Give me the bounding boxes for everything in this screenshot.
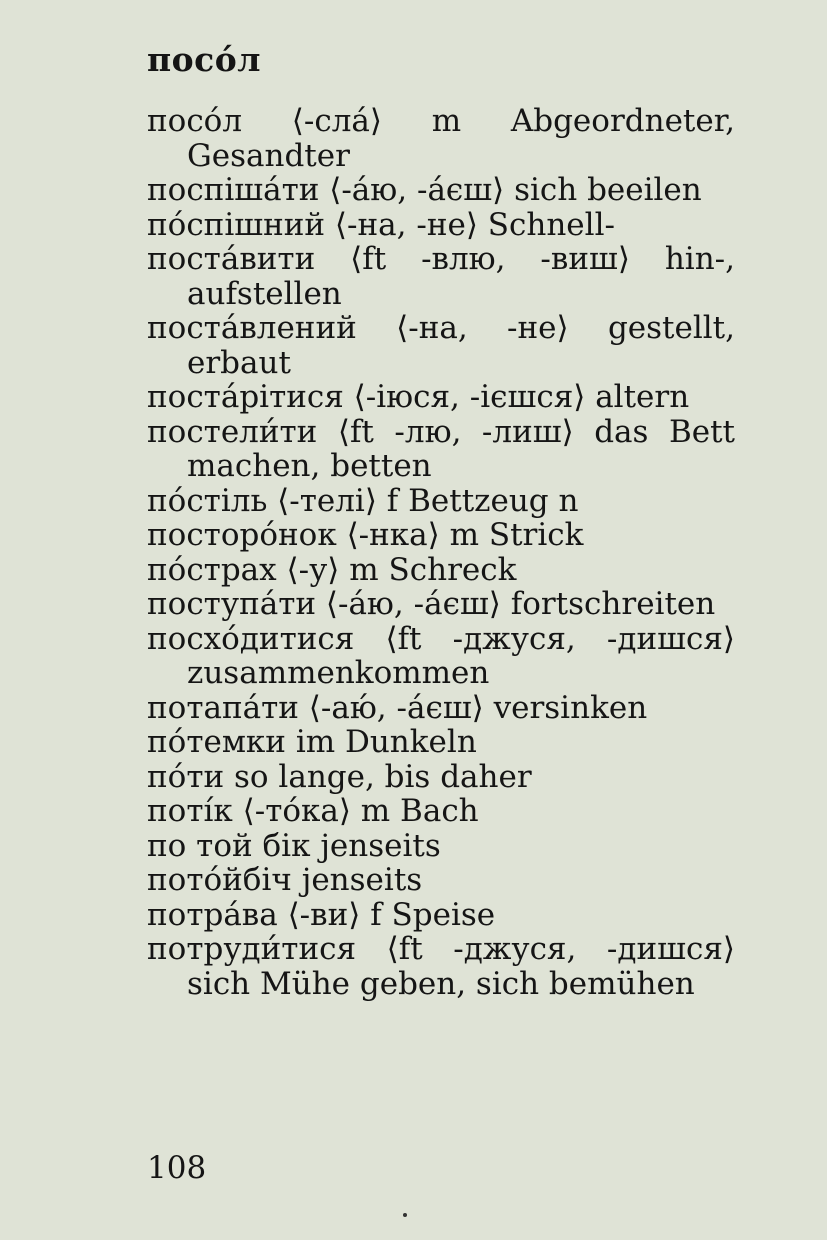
dictionary-entry: пóстіль ⟨-телі⟩ f Bettzeug n [147, 482, 579, 519]
dictionary-entry: постáрітися ⟨-іюся, -ієшся⟩ altern [147, 379, 690, 415]
running-head: посóл [147, 40, 262, 79]
dictionary-entry: потрáва ⟨-ви⟩ f Speise [147, 896, 496, 933]
print-speck [403, 1213, 407, 1217]
dictionary-entry: пóспішний ⟨-на, -не⟩ Schnell- [147, 206, 615, 243]
dictionary-entry: поступáти ⟨-áю, -áєш⟩ fortschreiten [147, 586, 716, 622]
dictionary-entry: потапáти ⟨-аю́, -áєш⟩ versinken [147, 689, 648, 726]
dictionary-entry: постáвлений ⟨-на, -не⟩ gestellt, erbaut [147, 310, 735, 381]
dictionary-entry: потíк ⟨-тóка⟩ m Bach [147, 793, 479, 829]
entry-list [147, 104, 735, 1001]
dictionary-entry: пóти so lange, bis daher [147, 758, 532, 795]
dictionary-entry: посхóдитися ⟨ft -джуся, -дишся⟩ zusammenkommen [147, 620, 735, 691]
page-number: 108 [147, 1150, 207, 1186]
dictionary-entry: пóстрах ⟨-у⟩ m Schreck [147, 551, 517, 588]
dictionary-entry: по той бік jenseits [147, 827, 441, 864]
dictionary-entry: поспішáти ⟨-áю, -áєш⟩ sich beeilen [147, 172, 702, 208]
dictionary-entry: посторóнок ⟨-нка⟩ m Strick [147, 517, 584, 553]
dictionary-entry: потóйбіч jenseits [147, 862, 423, 898]
dictionary-entry: постáвити ⟨ft -влю, -виш⟩ hin-, aufstellen [147, 241, 735, 312]
dictionary-entry: потруди́тися ⟨ft -джуся, -дишся⟩ sich Mühe geben, sich bemühen [147, 931, 735, 1002]
dictionary-entry: посóл ⟨-слá⟩ m Abgeordneter, Gesandter [147, 103, 735, 174]
dictionary-entry: пóтемки im Dunkeln [147, 724, 477, 760]
dictionary-entry: постели́ти ⟨ft -лю, -лиш⟩ das Bett machen, betten [147, 413, 735, 484]
